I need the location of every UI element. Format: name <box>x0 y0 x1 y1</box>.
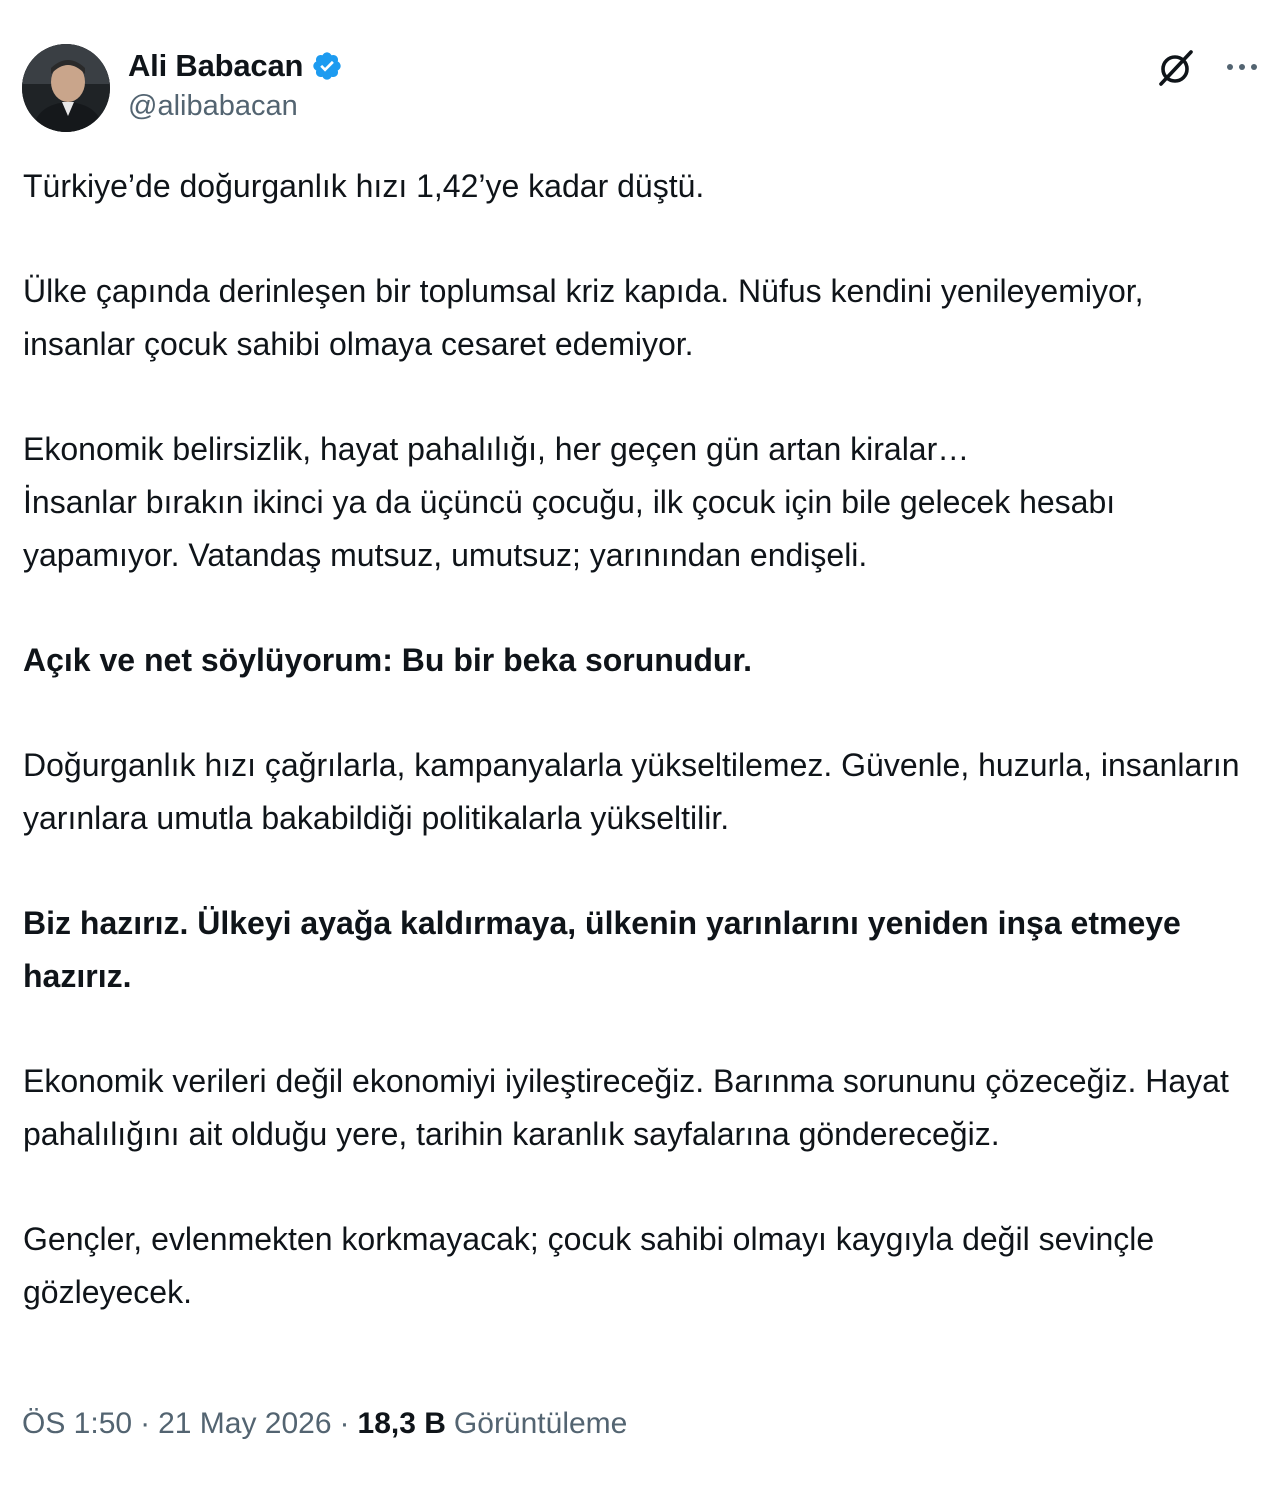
handle[interactable]: @alibabacan <box>128 90 298 122</box>
meta-separator: · <box>140 1407 151 1440</box>
author-info <box>128 46 343 123</box>
tweet-time[interactable]: ÖS 1:50 <box>22 1407 133 1440</box>
tweet-paragraph: Gençler, evlenmekten korkmayacak; çocuk sahibi olmayı kaygıyla değil sevinçle gözleyecek. <box>23 1221 1164 1310</box>
display-name[interactable]: Ali Babacan <box>128 48 304 83</box>
tweet-paragraph: Ülke çapında derinleşen bir toplumsal kriz kapıda. Nüfus kendini yenileyemiyor, insanlar çocuk sahibi olmaya cesaret edemiyor. <box>23 273 1153 362</box>
tweet-date[interactable]: 21 May 2026 <box>158 1407 332 1440</box>
tweet-paragraph: Ekonomik verileri değil ekonomiyi iyileştireceğiz. Barınma sorununu çözeceğiz. Hayat pahalılığını ait olduğu yere, tarihin karanlık sayfalarına göndereceğiz. <box>23 1063 1238 1152</box>
tweet-paragraph-bold: Açık ve net söylüyorum: Bu bir beka sorunudur. <box>23 642 753 678</box>
views-label: Görüntüleme <box>453 1407 628 1440</box>
more-options-icon[interactable] <box>1222 52 1262 82</box>
avatar[interactable] <box>22 44 110 132</box>
views-count: 18,3 B <box>357 1407 446 1440</box>
tweet-paragraph-bold: Biz hazırız. Ülkeyi ayağa kaldırmaya, ülkenin yarınlarını yeniden inşa etmeye hazırız. <box>23 905 1190 994</box>
tweet-meta <box>22 1407 627 1441</box>
tweet-paragraph: Doğurganlık hızı çağrılarla, kampanyalarla yükseltilemez. Güvenle, huzurla, insanların yarınlara umutla bakabildiği politikalarla yükseltilir. <box>23 747 1249 836</box>
meta-separator: · <box>339 1407 350 1440</box>
grok-icon[interactable] <box>1156 48 1196 88</box>
tweet-text <box>23 160 1253 1371</box>
verified-badge-icon[interactable] <box>311 50 343 82</box>
tweet-paragraph: Türkiye’de doğurganlık hızı 1,42’ye kadar düştü. <box>23 168 705 204</box>
tweet-header <box>22 42 1262 134</box>
tweet-paragraph: Ekonomik belirsizlik, hayat pahalılığı, her geçen gün artan kiralar… İnsanlar bırakın ikinci ya da üçüncü çocuğu, ilk çocuk için bile gelecek hesabı yapamıyor. Vatandaş mutsuz, umutsuz; yarınından endişeli. <box>23 431 1116 573</box>
display-name-row <box>128 46 343 86</box>
